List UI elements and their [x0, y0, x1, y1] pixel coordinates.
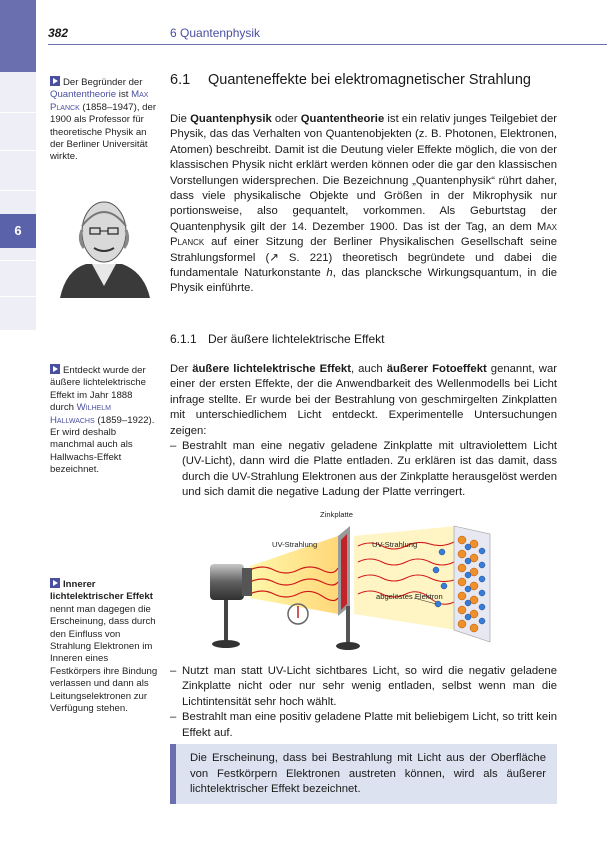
label-zinkplatte: Zinkplatte — [320, 510, 353, 519]
chapter-strip — [0, 0, 36, 330]
arrow-icon — [50, 76, 60, 86]
arrow-icon — [50, 364, 60, 374]
margin-note-hallwachs: Entdeckt wurde der äußere lichtelektrische Effekt im Jahr 1888 durch Wilhelm Hallwachs (1859–1922). Er wird deshalb manchmal auch als Hallwachs-Effekt bezeichnet. — [50, 365, 155, 476]
planck-portrait — [52, 190, 156, 298]
inline-emphasis: Quantentheorie — [50, 89, 117, 101]
strip-header — [0, 0, 36, 72]
inline-emphasis: h — [326, 267, 333, 280]
margin-note-planck: Der Begründer der Quantentheorie ist Max Planck (1858–1947), der 1900 als Professor für theoretische Physik an der Berliner Universität wirkte. — [50, 77, 157, 163]
inline-emphasis: Max Planck — [50, 89, 149, 113]
label-electron: abgelöstes Elektron — [376, 592, 443, 601]
section-heading: 6.1 Quanteneffekte bei elektromagnetischer Strahlung — [170, 72, 531, 88]
inline-emphasis: Quantenphysik — [190, 113, 272, 125]
chapter-title: 6 Quantenphysik — [170, 26, 261, 40]
arrow-icon — [50, 578, 60, 588]
list-item: – Nutzt man statt UV-Licht sichtbares Licht, so wird die negativ geladene Zinkplatte nicht oder nur sehr wenig entladen, selbst wenn man die Lichtintensität sehr hoch wählt. — [170, 664, 557, 710]
definition-text: Die Erscheinung, dass bei Bestrahlung mit Licht aus der Oberfläche von Festkörpern Elektronen austreten können, wird als äußerer lichtelektrischer Effekt bezeichnet. — [190, 752, 546, 796]
inline-emphasis: Innerer lichtelektrischer Effekt — [50, 579, 153, 603]
inline-emphasis: Wilhelm Hallwachs — [50, 402, 112, 426]
chapter-tab[interactable]: 6 — [0, 214, 36, 248]
photoeffect-figure — [210, 506, 510, 656]
list-item: – Bestrahlt man eine positiv geladene Platte mit beliebigem Licht, so tritt kein Effekt auf. — [170, 710, 557, 741]
inline-emphasis: Max Planck — [170, 220, 557, 249]
margin-note-inner-effect: Innerer lichtelektrischer Effekt nennt man dagegen die Erscheinung, dass durch den Einfluss von Strahlung Elektronen im Inneren eines Festkörpers ihre Bindung verlassen und dann als Leitungselektronen zur Verfügung stehen. — [50, 579, 158, 715]
sub-paragraph: Der äußere lichtelektrische Effekt, auch äußerer Fotoeffekt genannt, war einer der ersten Effekte, der die Anwendbarkeit des Wellenmodells bei Licht infrage stellte. Er wurde bei der Bestrahlung von geschmirgelten Zinkplatten mit unterschiedlichem Licht entdeckt. Experimentelle Untersuchungen zeigen: – Bestrahlt man eine negativ geladene Zinkplatte mit ultraviolettem Licht (UV-Licht), dann wird die Platte entladen. Zu erklären ist das damit, dass durch die UV-Strahlung Elektronen aus der Zinkplatte herausgelöst werden und sich damit die negative Ladung der Platte verringert. — [170, 362, 557, 501]
intro-paragraph: Die Quantenphysik oder Quantentheorie ist ein relativ junges Teilgebiet der Physik, das das Verhalten von Quantenobjekten (z. B. Photonen, Elektronen, Atomen) beschreibt. Damit ist die Deutung vieler Effekte möglich, die von der klassischen Physik nicht erklärt werden können oder die gar den klassischen Vorstellungen widersprechen. Die Bezeichnung „Quantenphysik“ rührt daher, dass viele physikalische Objekte und Größen in der Mikrophysik nur portionsweise, also gequantelt, vorkommen. Als Geburtstag der Quantenphysik gilt der 14. Dezember 1900. Das ist der Tag, an dem Max Planck auf einer Sitzung der Berliner Physikalischen Gesellschaft seine Strahlungsformel (↗ S. 221) theoretisch begründete und dabei die fundamentale Naturkonstante h, das plancksche Wirkungsquantum, in die Physik einführte. — [170, 113, 558, 295]
inline-emphasis: äußere lichtelektrische Effekt — [192, 363, 351, 375]
definition-bar — [170, 744, 176, 804]
list-item: – Bestrahlt man eine negativ geladene Zinkplatte mit ultraviolettem Licht (UV-Licht), dann wird die Platte entladen. Zu erklären ist das damit, dass durch die UV-Strahlung Elektronen aus der Zinkplatte herausgelöst werden und sich damit die negative Ladung der Platte verringert. — [170, 439, 557, 501]
bullet-list — [170, 439, 557, 501]
apparatus-drawing — [210, 506, 510, 656]
subsection-heading: 6.1.1 Der äußere lichtelektrische Effekt — [170, 332, 385, 346]
inline-emphasis: äußerer Fotoeffekt — [386, 363, 487, 375]
label-uv-right: UV-Strahlung — [372, 540, 418, 549]
bullets-after-figure — [170, 664, 557, 741]
inline-emphasis: Quantentheorie — [300, 113, 385, 125]
definition-box — [170, 744, 557, 804]
label-uv-left: UV-Strahlung — [272, 540, 318, 549]
page-number: 382 — [48, 26, 69, 40]
header-rule — [48, 44, 607, 45]
